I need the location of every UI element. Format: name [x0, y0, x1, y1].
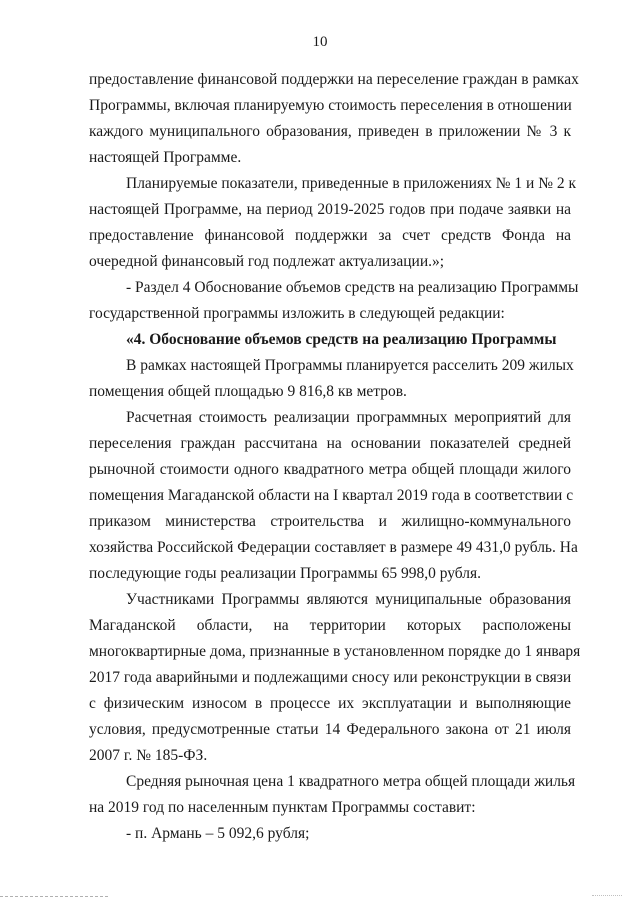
footer-mark [592, 895, 622, 896]
footer-rule [0, 896, 108, 897]
text-line: каждого муниципального образования, приведен в приложении № 3 к [89, 123, 571, 140]
text-line: очередной финансовый год подлежат актуализации.»; [89, 253, 445, 270]
text-line: - п. Армань – 5 092,6 рубля; [126, 825, 310, 842]
text-line: переселения граждан рассчитана на основании показателей средней [89, 435, 571, 452]
text-line: настоящей Программе, на период 2019-2025 годов при подаче заявки на [89, 201, 571, 218]
text-line: приказом министерства строительства и жилищно-коммунального [89, 513, 571, 530]
text-line: настоящей Программе. [89, 149, 242, 166]
text-line: хозяйства Российской Федерации составляет в размере 49 431,0 рубль. На [89, 539, 578, 556]
text-line: В рамках настоящей Программы планируется расселить 209 жилых [126, 357, 574, 374]
text-line: на 2019 год по населенным пунктам Программы составит: [89, 799, 476, 816]
text-line: многоквартирные дома, признанные в установленном порядке до 1 января [89, 643, 581, 660]
text-line: Планируемые показатели, приведенные в приложениях № 1 и № 2 к [126, 175, 577, 192]
text-line: предоставление финансовой поддержки за счет средств Фонда на [89, 227, 571, 244]
text-line: рыночной стоимости одного квадратного метра общей площади жилого [89, 461, 571, 478]
text-line: 2017 года аварийными и подлежащими сносу или реконструкции в связи [89, 669, 572, 686]
text-line: Расчетная стоимость реализации программных мероприятий для [126, 409, 571, 426]
text-line: 2007 г. № 185-ФЗ. [89, 747, 208, 764]
text-line: - Раздел 4 Обоснование объемов средств на реализацию Программы [126, 279, 579, 296]
text-line: с физическим износом в процессе их эксплуатации и выполняющие [89, 695, 571, 712]
text-line: помещения Магаданской области на I квартал 2019 года в соответствии с [89, 487, 574, 504]
text-line: Магаданской области, на территории которых расположены [89, 617, 571, 634]
section-heading: «4. Обоснование объемов средств на реализацию Программы [126, 331, 557, 348]
text-line: государственной программы изложить в следующей редакции: [89, 305, 505, 322]
text-line: предоставление финансовой поддержки на переселение граждан в рамках [89, 71, 579, 88]
text-line: условия, предусмотренные статьи 14 Федерального закона от 21 июля [89, 721, 571, 738]
text-line: последующие годы реализации Программы 65 998,0 рубля. [89, 565, 482, 582]
text-line: Программы, включая планируемую стоимость переселения в отношении [89, 97, 572, 114]
text-line: помещения общей площадью 9 816,8 кв метров. [89, 383, 407, 400]
text-line: Участниками Программы являются муниципальные образования [126, 591, 571, 608]
text-line: Средняя рыночная цена 1 квадратного метра общей площади жилья [126, 773, 576, 790]
page-number: 10 [312, 34, 328, 50]
